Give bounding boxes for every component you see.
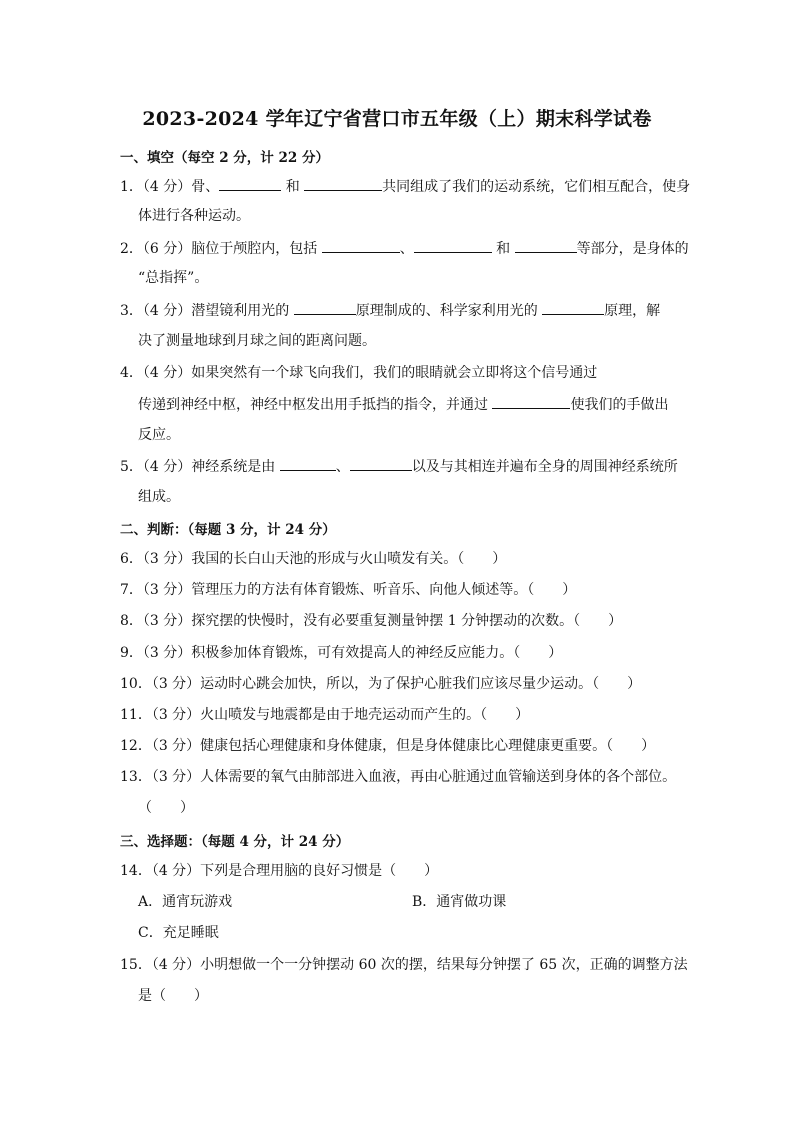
question-4-continued <box>138 394 694 415</box>
page-title: 2023-2024 学年辽宁省营口市五年级（上）期末科学试卷 <box>142 108 652 130</box>
question-1-text-a: 1．（4 分）骨、 <box>120 179 220 195</box>
answer-blank[interactable] <box>542 300 604 315</box>
question-3-continued: 决了测量地球到月球之间的距离问题。 <box>138 333 376 349</box>
question-5-continued: 组成。 <box>138 489 180 505</box>
question-3-text-a: 3．（4 分）潜望镜利用光的 <box>120 303 290 319</box>
question-4-continued-2: 反应。 <box>138 427 180 443</box>
question-12: 12．（3 分）健康包括心理健康和身体健康，但是身体健康比心理健康更重要。（ ） <box>120 738 656 754</box>
answer-blank[interactable] <box>414 238 492 253</box>
section-heading-multiple-choice: 三、选择题：（每题 4 分，计 24 分） <box>120 834 350 850</box>
question-2-text-d: 等部分，是身体的 <box>576 241 689 257</box>
question-5-text-c: 以及与其相连并遍布全身的周围神经系统所 <box>411 459 678 475</box>
question-5-text-b: 、 <box>335 459 350 475</box>
question-9: 9．（3 分）积极参加体育锻炼，可有效提高人的神经反应能力。（ ） <box>120 645 563 661</box>
question-1-text-c: 共同组成了我们的运动系统，它们相互配合，使身 <box>382 179 691 195</box>
section-heading-fill-in: 一、填空（每空 2 分，计 22 分） <box>120 150 329 166</box>
question-3-text-b: 原理制成的、科学家利用光的 <box>355 303 538 319</box>
answer-blank[interactable] <box>304 176 382 191</box>
question-15: 15．（4 分）小明想做一个一分钟摆动 60 次的摆，结果每分钟摆了 65 次，正确的调整方法 <box>120 957 688 973</box>
question-13-continued: （ ） <box>138 800 194 816</box>
question-5 <box>120 456 676 477</box>
question-4-text-c: 使我们的手做出 <box>570 397 669 413</box>
option-b[interactable]: B．通宵做功课 <box>412 894 507 910</box>
question-14: 14．（4 分）下列是合理用脑的良好习惯是（ ） <box>120 863 439 879</box>
answer-blank[interactable] <box>294 300 356 315</box>
question-4: 4．（4 分）如果突然有一个球飞向我们，我们的眼睛就会立即将这个信号通过 <box>120 365 598 381</box>
question-3-text-c: 原理，解 <box>604 303 661 319</box>
question-2 <box>120 238 689 259</box>
question-3 <box>120 300 676 321</box>
answer-blank[interactable] <box>219 176 281 191</box>
question-2-text-b: 、 <box>399 241 414 257</box>
question-2-text-c: 和 <box>496 241 511 257</box>
question-4-text-b: 传递到神经中枢，神经中枢发出用手抵挡的指令，并通过 <box>138 397 488 413</box>
question-13: 13．（3 分）人体需要的氧气由肺部进入血液，再由心脏通过血管输送到身体的各个部位。 <box>120 769 677 785</box>
answer-blank[interactable] <box>280 456 336 471</box>
question-11: 11．（3 分）火山喷发与地震都是由于地壳运动而产生的。（ ） <box>120 707 530 723</box>
question-6: 6．（3 分）我国的长白山天池的形成与火山喷发有关。（ ） <box>120 551 507 567</box>
answer-blank[interactable] <box>350 456 412 471</box>
question-1-continued: 体进行各种运动。 <box>138 208 250 224</box>
section-heading-true-false: 二、判断：（每题 3 分，计 24 分） <box>120 522 336 538</box>
question-2-text-a: 2．（6 分）脑位于颅腔内，包括 <box>120 241 318 257</box>
question-10: 10．（3 分）运动时心跳会加快，所以，为了保护心脏我们应该尽量少运动。（ ） <box>120 676 642 692</box>
question-7: 7．（3 分）管理压力的方法有体育锻炼、听音乐、向他人倾述等。（ ） <box>120 582 577 598</box>
answer-blank[interactable] <box>515 238 577 253</box>
option-a[interactable]: A．通宵玩游戏 <box>138 894 233 910</box>
option-c[interactable]: C．充足睡眠 <box>138 925 219 941</box>
question-8: 8．（3 分）探究摆的快慢时，没有必要重复测量钟摆 1 分钟摆动的次数。（ ） <box>120 613 623 629</box>
answer-blank[interactable] <box>322 238 400 253</box>
question-1-text-b: 和 <box>285 179 300 195</box>
question-5-text-a: 5．（4 分）神经系统是由 <box>120 459 276 475</box>
question-1 <box>120 176 691 197</box>
question-15-continued: 是（ ） <box>138 988 208 1004</box>
answer-blank[interactable] <box>492 394 570 409</box>
question-2-continued: “总指挥”。 <box>138 270 209 286</box>
